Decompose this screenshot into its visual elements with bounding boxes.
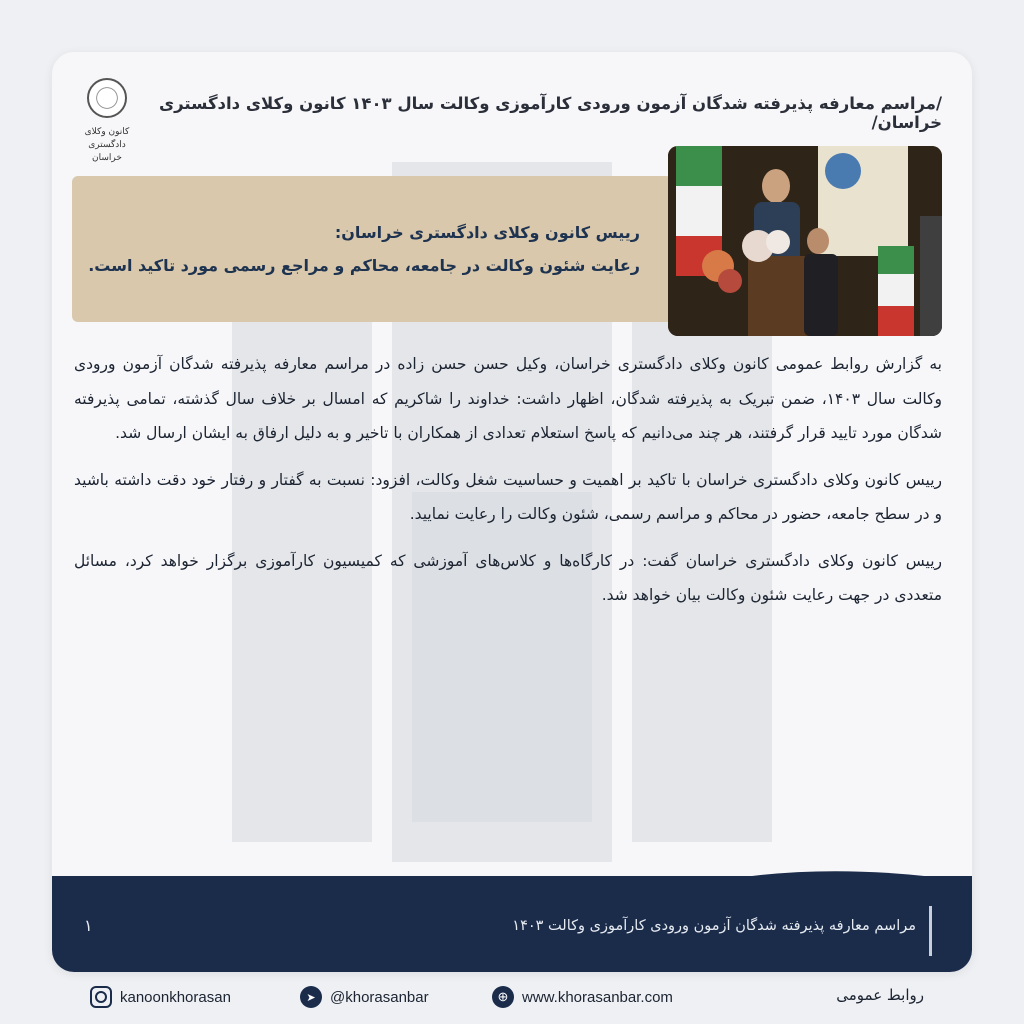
page-number: ۱: [84, 916, 93, 935]
public-relations-label: روابط عمومی: [836, 986, 924, 1004]
paragraph-3: رییس کانون وکلای دادگستری خراسان گفت: در کارگاه‌ها و کلاس‌های آموزشی که کمیسیون کارآموزی برگزار خواهد کرد، مسائل متعددی در جهت رعایت شئون وکالت بیان خواهد شد.: [74, 551, 942, 604]
bar-association-logo: [66, 78, 148, 188]
page-title: /مراسم معارفه پذیرفته شدگان آزمون ورودی کارآموزی وکالت سال ۱۴۰۳ کانون وکلای دادگستری خراسان/: [159, 94, 942, 132]
headline-box: [72, 176, 672, 322]
article-body: [74, 347, 942, 625]
website-url: www.khorasanbar.com: [522, 988, 673, 1006]
instagram-contact[interactable]: [90, 986, 231, 1008]
paragraph-1: به گزارش روابط عمومی کانون وکلای دادگستری خراسان، وکیل حسن حسن زاده در مراسم معارفه پذیرفته شدگان آزمون ورودی وکالت سال ۱۴۰۳، ضمن تبریک به پذیرفته شدگان، اظهار داشت: خداوند را شاکریم که امسال بر خلاف سال گذشته، تمامی پذیرفته شدگان مورد تایید قرار گرفتند، هر چند می‌دانیم که پاسخ استعلام تعدادی از همکاران با تاخیر و به دلیل ارفاق به ایشان ارسال شد.: [74, 355, 942, 442]
post-card: [52, 52, 972, 972]
logo-text-line1: کانون وکلای دادگستری: [84, 127, 130, 150]
footer-title: مراسم معارفه پذیرفته شدگان آزمون ورودی کارآموزی وکالت ۱۴۰۳: [512, 918, 916, 934]
globe-icon: ⊕: [492, 986, 514, 1008]
paragraph-2: رییس کانون وکلای دادگستری خراسان با تاکید بر اهمیت و حساسیت شغل وکالت، افزود: نسبت به گفتار و رفتار خود دقت داشته باشید و در سطح جامعه، حضور در محاکم و مراسم رسمی، شئون وکالت را رعایت نمایید.: [74, 470, 942, 523]
logo-text-line2: خراسان: [92, 153, 122, 163]
footer-band: [52, 876, 972, 972]
telegram-contact[interactable]: [300, 986, 429, 1008]
contact-bar: [0, 978, 1024, 1018]
website-contact[interactable]: [492, 986, 673, 1008]
telegram-handle: @khorasanbar: [330, 988, 429, 1006]
footer-wave: [52, 862, 972, 882]
ceremony-photo: [668, 146, 942, 336]
headline-line2: رعایت شئون وکالت در جامعه، محاکم و مراجع رسمی مورد تاکید است.: [88, 256, 640, 275]
headline-line1: رییس کانون وکلای دادگستری خراسان:: [334, 223, 640, 242]
instagram-icon: [90, 986, 112, 1008]
footer-accent-bar: [929, 906, 932, 956]
instagram-handle: kanoonkhorasan: [120, 988, 231, 1006]
seal-icon: [87, 78, 127, 118]
telegram-icon: ➤: [300, 986, 322, 1008]
